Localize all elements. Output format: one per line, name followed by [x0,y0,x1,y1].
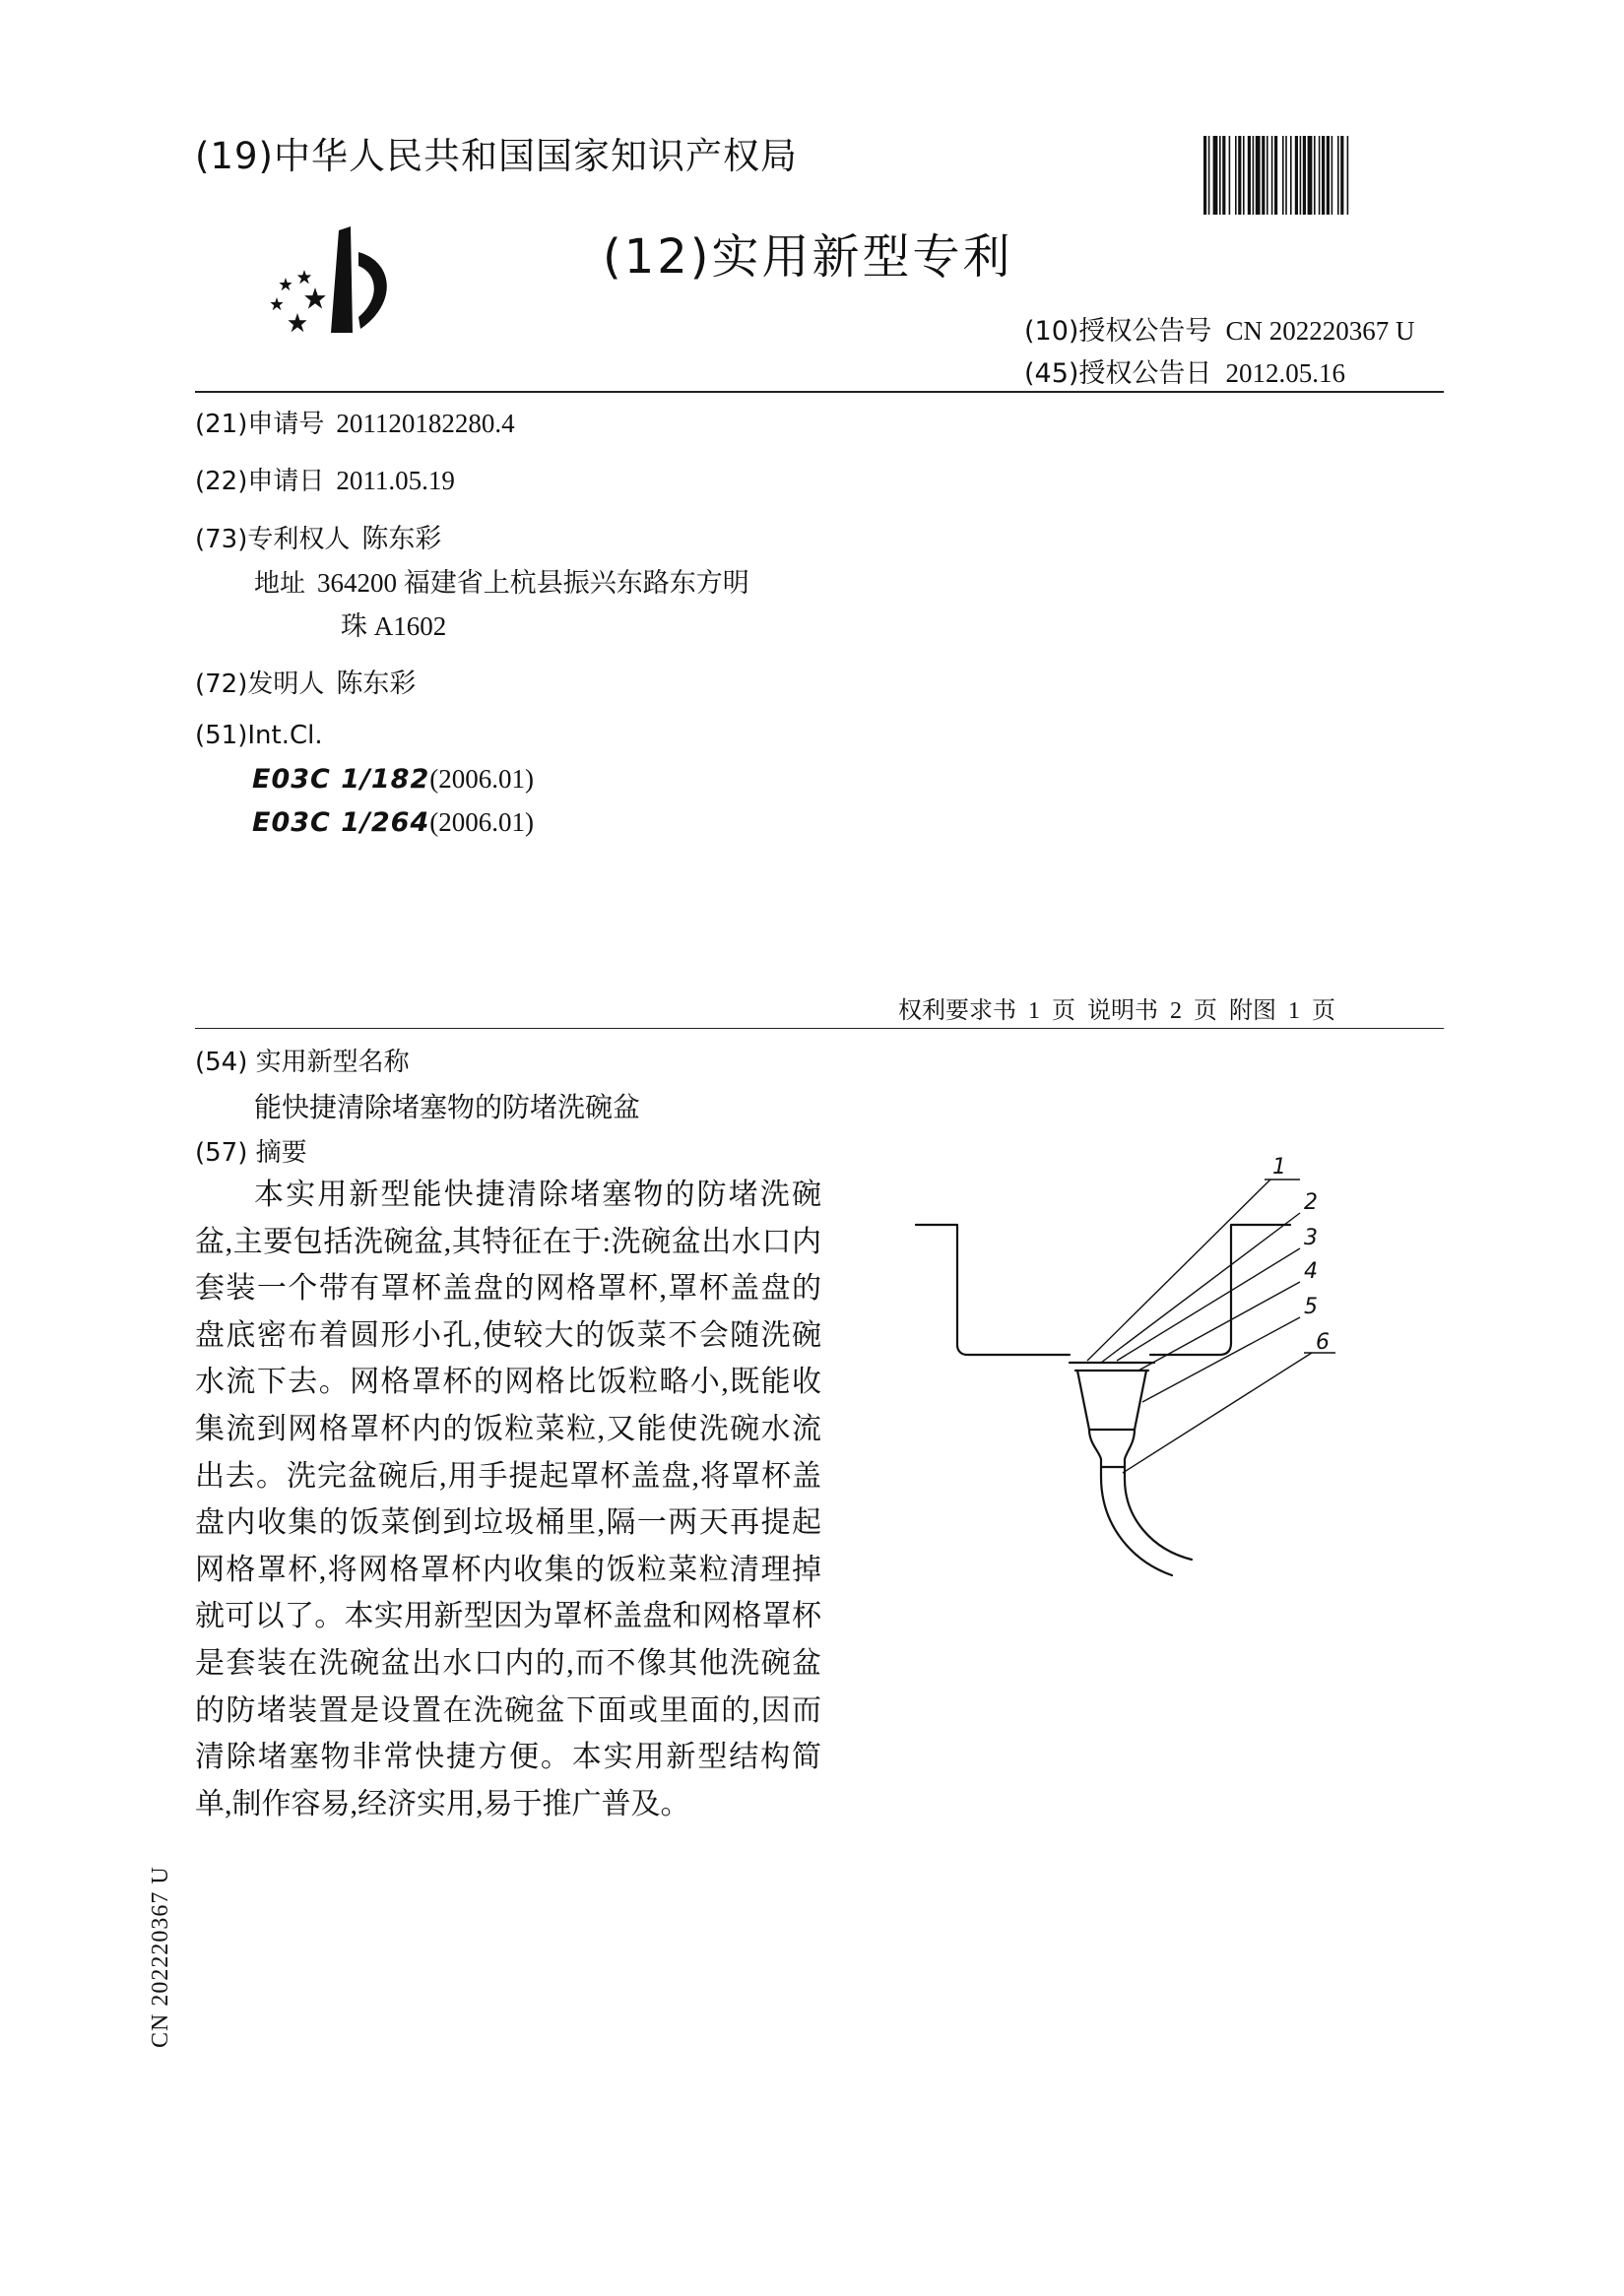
patentee [195,517,441,555]
side-publication-number: CN 202220367 U [148,1866,173,2048]
abstract-text: 本实用新型能快捷清除堵塞物的防堵洗碗盆,主要包括洗碗盆,其特征在于:洗碗盆出水口内套装一个带有罩杯盖盘的网格罩杯,罩杯盖盘的盘底密布着圆形小孔,使较大的饭菜不会随洗碗水流下去。网格罩杯的网格比饭粒略小,既能收集流到网格罩杯内的饭粒菜粒,又能使洗碗水流出去。洗完盆碗后,用手提起罩杯盖盘,将罩杯盖盘内收集的饭菜倒到垃圾桶里,隔一两天再提起网格罩杯,将网格罩杯内收集的饭粒菜粒清理掉就可以了。本实用新型因为罩杯盖盘和网格罩杯是套装在洗碗盆出水口内的,而不像其他洗碗盆的防堵装置是设置在洗碗盆下面或里面的,因而清除堵塞物非常快捷方便。本实用新型结构简单,制作容易,经济实用,易于推广普及。 [195,1179,821,1820]
inventor [195,662,416,700]
ipc-classification [195,721,323,750]
ipc-year: (2006.01) [429,764,534,794]
ipc-entry [252,807,534,838]
ipc-code: E03C 1/264 [252,807,430,838]
header-rule [195,391,1444,393]
figure-label-4: 4 [1304,1259,1318,1284]
application-number [195,404,515,440]
ipc-label: (51)Int.Cl. [195,721,323,750]
patentee-value: 陈东彩 [361,524,442,553]
ipc-code: E03C 1/182 [252,764,430,795]
address-label: 地址 [254,569,306,599]
section-rule [195,1028,1444,1029]
address-line-2: 珠 A1602 [341,611,447,641]
utility-model-title-label [195,1042,410,1078]
abstract-heading: (57) 摘要 [195,1138,307,1168]
inventor-value: 陈东彩 [336,669,417,698]
barcode [1203,136,1442,215]
inventor-label: (72)发明人 [195,670,325,699]
publication-date-value: 2012.05.16 [1225,358,1345,388]
figure-label-1: 1 [1272,1155,1286,1180]
publication-date-label: (45)授权公告日 [1024,358,1212,389]
patentee-label: (73)专利权人 [195,525,351,554]
figure-label-2: 2 [1304,1190,1318,1215]
application-date [195,461,455,497]
application-date-value: 2011.05.19 [336,466,455,495]
application-number-label: (21)申请号 [195,410,325,439]
ipc-entry [252,764,534,795]
ipc-year: (2006.01) [429,807,534,837]
title-label: (54) 实用新型名称 [195,1048,410,1077]
figure-label-6: 6 [1316,1330,1330,1355]
page-count: 权利要求书 1 页 说明书 2 页 附图 1 页 [898,998,1335,1024]
publication-number-label: (10)授权公告号 [1024,316,1212,347]
issuing-office: (19)中华人民共和国国家知识产权局 [195,135,798,177]
publication-date [1024,351,1345,390]
cnipa-logo [268,223,425,341]
address-line-1: 364200 福建省上杭县振兴东路东方明 [317,568,749,598]
patent-type: (12)实用新型专利 [603,229,1013,285]
publication-number [1024,309,1414,348]
address-continued [341,605,446,643]
application-date-label: (22)申请日 [195,467,325,496]
publication-number-value: CN 202220367 U [1225,316,1415,346]
figure-label-5: 5 [1304,1295,1318,1319]
utility-model-title: 能快捷清除堵塞物的防堵洗碗盆 [254,1093,641,1123]
patent-drawing [906,1152,1418,1605]
application-number-value: 201120182280.4 [336,409,515,438]
figure-label-3: 3 [1304,1226,1318,1250]
abstract-label [195,1132,307,1169]
address [254,561,749,600]
